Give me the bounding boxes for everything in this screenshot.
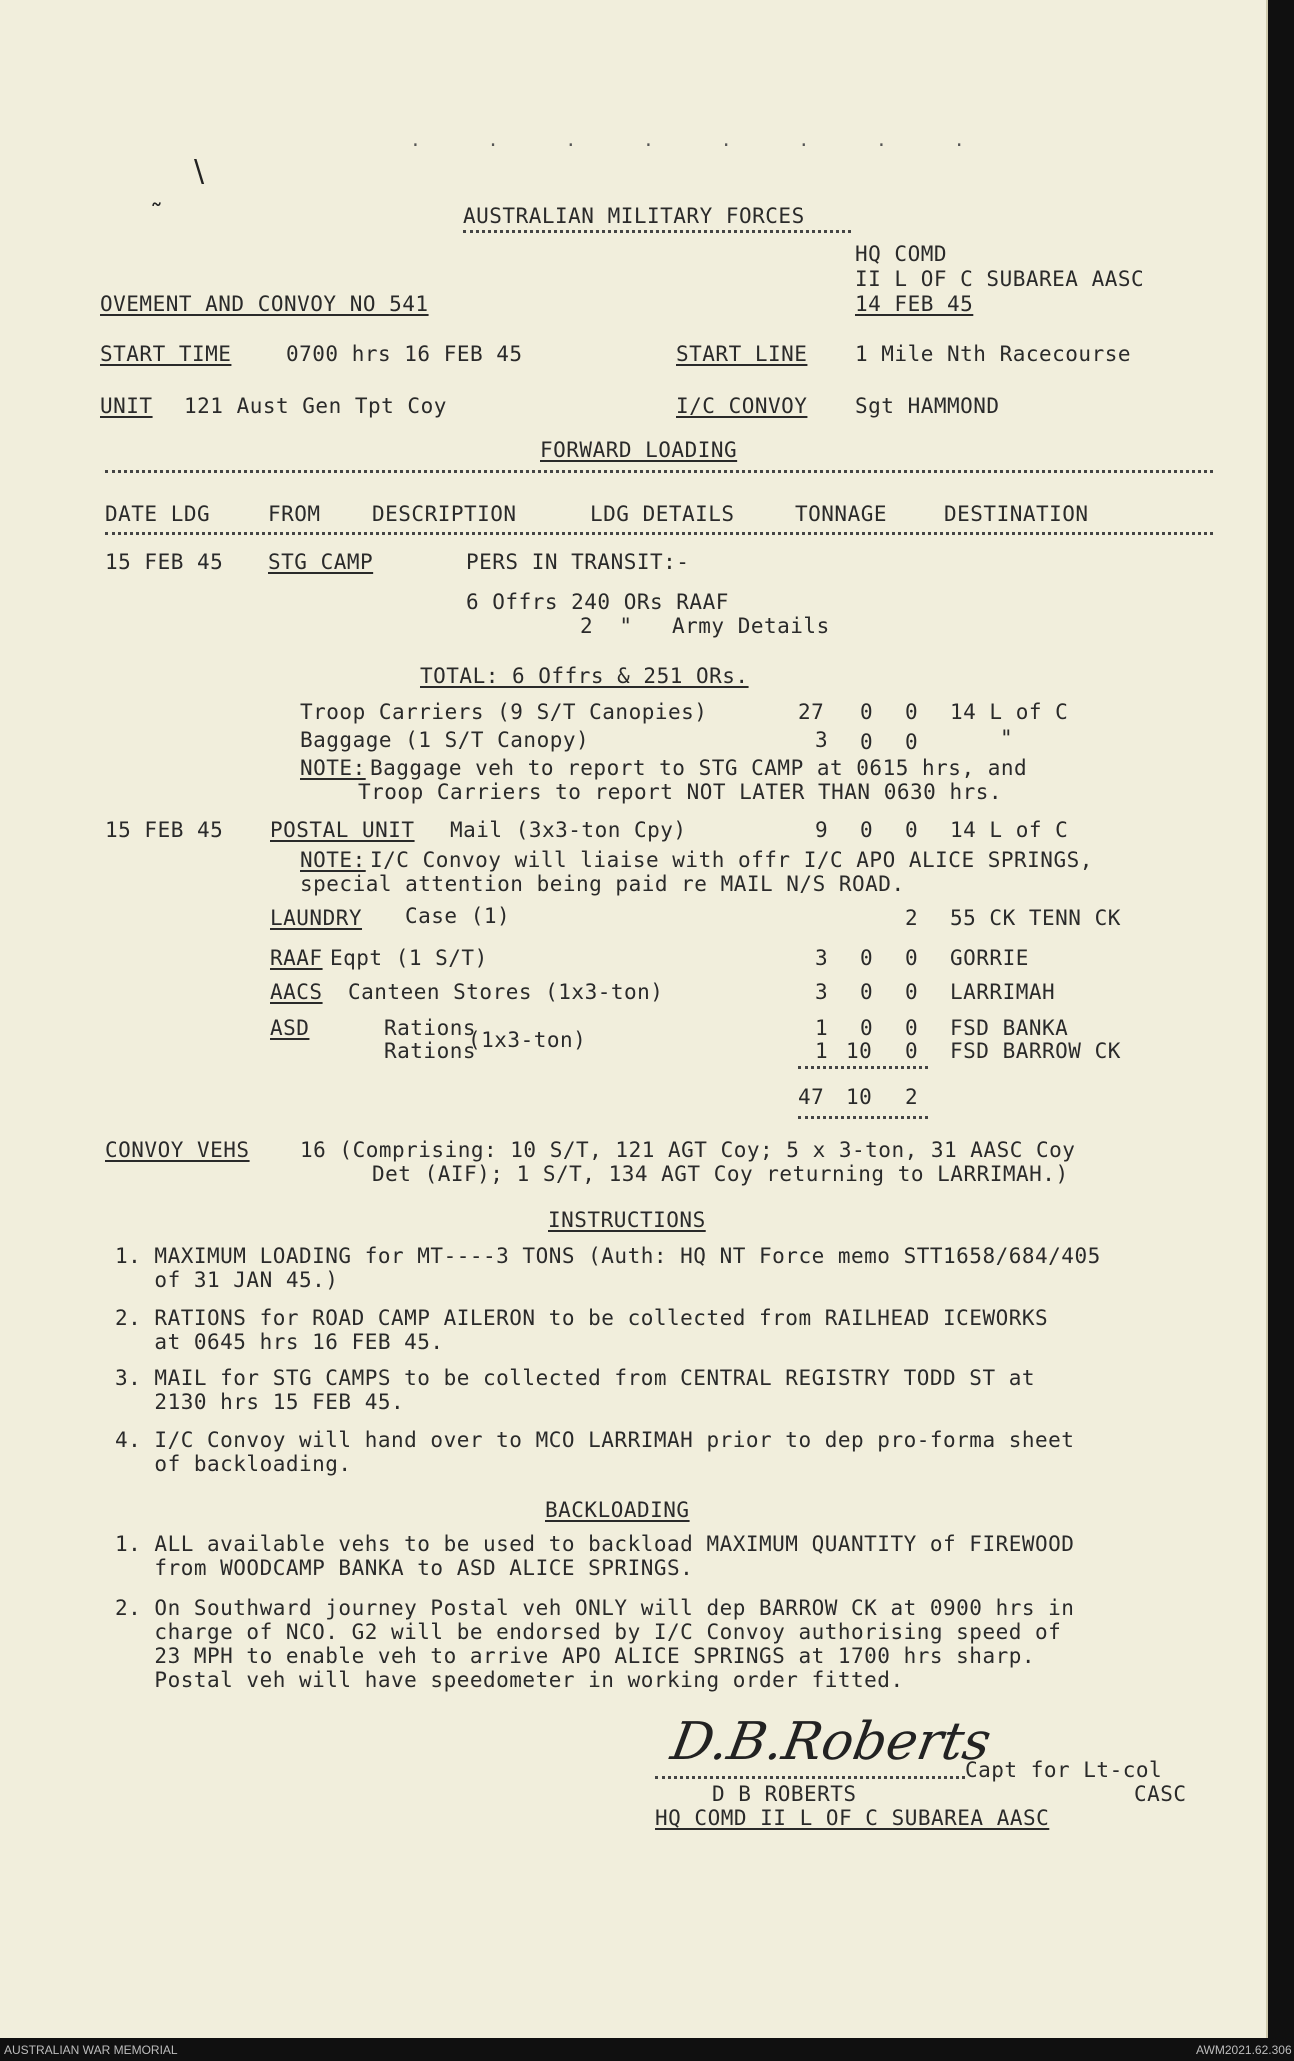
sum-t1: 47 bbox=[798, 1085, 825, 1109]
troop-carriers-desc: Troop Carriers (9 S/T Canopies) bbox=[300, 700, 708, 724]
raaf-t1: 3 bbox=[815, 946, 829, 970]
divider-top bbox=[105, 470, 1213, 473]
baggage-desc: Baggage (1 S/T Canopy) bbox=[300, 728, 590, 752]
section-forward-loading: FORWARD LOADING bbox=[540, 438, 738, 462]
signature-name: D B ROBERTS bbox=[712, 1782, 857, 1806]
signature-casc: CASC bbox=[1134, 1782, 1187, 1806]
asd-from: ASD bbox=[270, 1016, 310, 1040]
baggage-t1: 3 bbox=[815, 728, 829, 752]
title-underline bbox=[463, 230, 851, 233]
raaf-t3: 0 bbox=[905, 946, 919, 970]
aacs-from: AACS bbox=[270, 980, 323, 1004]
asd1-t2: 0 bbox=[860, 1016, 874, 1040]
signature-line bbox=[655, 1776, 965, 1779]
asd2-t2: 10 bbox=[846, 1039, 873, 1063]
col-ldg-details: LDG DETAILS bbox=[590, 502, 735, 526]
footer-right: AWM2021.62.306 bbox=[1196, 2043, 1292, 2057]
footer-left: AUSTRALIAN WAR MEMORIAL bbox=[4, 2043, 178, 2057]
hq-line-2: II L OF C SUBAREA AASC bbox=[855, 267, 1145, 291]
sum-rule-bottom bbox=[798, 1116, 928, 1119]
start-line-label: START LINE bbox=[676, 342, 808, 366]
asd1-dest: FSD BANKA bbox=[950, 1016, 1069, 1040]
note1-line2: Troop Carriers to report NOT LATER THAN 0630 hrs. bbox=[358, 780, 1003, 804]
asd1-t1: 1 bbox=[815, 1016, 829, 1040]
note2-line1: I/C Convoy will liaise with offr I/C APO ALICE SPRINGS, bbox=[370, 848, 1093, 872]
start-time-value: 0700 hrs 16 FEB 45 bbox=[286, 342, 523, 366]
col-description: DESCRIPTION bbox=[372, 502, 517, 526]
backloading-1a: 1. ALL available vehs to be used to backload MAXIMUM QUANTITY of FIREWOOD bbox=[115, 1532, 1075, 1556]
row1-from: STG CAMP bbox=[268, 550, 374, 574]
instruction-4b: of backloading. bbox=[115, 1452, 352, 1476]
baggage-dest: " bbox=[1000, 726, 1014, 750]
instruction-3b: 2130 hrs 15 FEB 45. bbox=[115, 1390, 405, 1414]
row1-line2: 6 Offrs 240 ORs RAAF bbox=[466, 590, 729, 614]
raaf-desc: Eqpt (1 S/T) bbox=[330, 946, 488, 970]
backloading-title: BACKLOADING bbox=[545, 1498, 690, 1522]
doc-date: 14 FEB 45 bbox=[855, 292, 974, 316]
raaf-from: RAAF bbox=[270, 946, 323, 970]
unit-label: UNIT bbox=[100, 394, 153, 418]
laundry-from: LAUNDRY bbox=[270, 906, 363, 930]
note1-label: NOTE: bbox=[300, 756, 366, 780]
asd2-t3: 0 bbox=[905, 1039, 919, 1063]
convoy-value: Sgt HAMMOND bbox=[855, 394, 1000, 418]
baggage-t3: 0 bbox=[905, 730, 919, 754]
note1-line1: Baggage veh to report to STG CAMP at 0615 hrs, and bbox=[370, 756, 1028, 780]
sum-t2: 10 bbox=[846, 1085, 873, 1109]
troop-t3: 0 bbox=[905, 700, 919, 724]
backloading-2d: Postal veh will have speedometer in working order fitted. bbox=[115, 1668, 904, 1692]
troop-t1: 27 bbox=[798, 700, 825, 724]
signature-org: HQ COMD II L OF C SUBAREA AASC bbox=[655, 1806, 1050, 1830]
asd2-dest: FSD BARROW CK bbox=[950, 1039, 1121, 1063]
aacs-t1: 3 bbox=[815, 980, 829, 1004]
divider-header bbox=[105, 532, 1213, 535]
note2-label: NOTE: bbox=[300, 848, 366, 872]
row1-desc: PERS IN TRANSIT:- bbox=[466, 550, 690, 574]
instruction-1b: of 31 JAN 45.) bbox=[115, 1268, 339, 1292]
troop-dest: 14 L of C bbox=[950, 700, 1069, 724]
asd-desc-1: Rations bbox=[384, 1016, 477, 1040]
aacs-dest: LARRIMAH bbox=[950, 980, 1056, 1004]
sum-t3: 2 bbox=[905, 1085, 919, 1109]
row1-date: 15 FEB 45 bbox=[105, 550, 224, 574]
col-destination: DESTINATION bbox=[944, 502, 1089, 526]
instruction-4a: 4. I/C Convoy will hand over to MCO LARRIMAH prior to dep pro-forma sheet bbox=[115, 1428, 1075, 1452]
aacs-desc: Canteen Stores (1x3-ton) bbox=[348, 980, 664, 1004]
convoy-label: I/C CONVOY bbox=[676, 394, 808, 418]
backloading-2b: charge of NCO. G2 will be endorsed by I/C Convoy authorising speed of bbox=[115, 1620, 1062, 1644]
backloading-2a: 2. On Southward journey Postal veh ONLY will dep BARROW CK at 0900 hrs in bbox=[115, 1596, 1075, 1620]
movement-number: OVEMENT AND CONVOY NO 541 bbox=[100, 292, 429, 316]
stray-dots: . . . . . . . . bbox=[410, 130, 993, 151]
handwritten-signature: D.B.Roberts bbox=[666, 1712, 996, 1772]
raaf-dest: GORRIE bbox=[950, 946, 1029, 970]
col-date: DATE LDG bbox=[105, 502, 211, 526]
asd-desc-2: Rations bbox=[384, 1039, 477, 1063]
row2-t1: 9 bbox=[815, 818, 829, 842]
aacs-t2: 0 bbox=[860, 980, 874, 1004]
convoy-vehs-label: CONVOY VEHS bbox=[105, 1138, 250, 1162]
backloading-2c: 23 MPH to enable veh to arrive APO ALICE SPRINGS at 1700 hrs sharp. bbox=[115, 1644, 1036, 1668]
raaf-t2: 0 bbox=[860, 946, 874, 970]
convoy-vehs-line1: 16 (Comprising: 10 S/T, 121 AGT Coy; 5 x 3-ton, 31 AASC Coy bbox=[300, 1138, 1076, 1162]
laundry-t3: 2 bbox=[905, 906, 919, 930]
baggage-t2: 0 bbox=[860, 730, 874, 754]
margin-tick: \ bbox=[194, 154, 205, 189]
doc-title: AUSTRALIAN MILITARY FORCES bbox=[463, 204, 805, 228]
pers-total: TOTAL: 6 Offrs & 251 ORs. bbox=[420, 664, 749, 688]
col-tonnage: TONNAGE bbox=[795, 502, 888, 526]
row2-date: 15 FEB 45 bbox=[105, 818, 224, 842]
note2-line2: special attention being paid re MAIL N/S ROAD. bbox=[300, 872, 905, 896]
row2-t3: 0 bbox=[905, 818, 919, 842]
instruction-2a: 2. RATIONS for ROAD CAMP AILERON to be collected from RAILHEAD ICEWORKS bbox=[115, 1306, 1049, 1330]
row2-dest: 14 L of C bbox=[950, 818, 1069, 842]
instruction-2b: at 0645 hrs 16 FEB 45. bbox=[115, 1330, 444, 1354]
row2-desc: Mail (3x3-ton Cpy) bbox=[450, 818, 687, 842]
unit-value: 121 Aust Gen Tpt Coy bbox=[184, 394, 447, 418]
convoy-vehs-line2: Det (AIF); 1 S/T, 134 AGT Coy returning to LARRIMAH.) bbox=[372, 1162, 1069, 1186]
signature-capt: Capt for Lt-col bbox=[965, 1758, 1163, 1782]
instruction-3a: 3. MAIL for STG CAMPS to be collected from CENTRAL REGISTRY TODD ST at bbox=[115, 1366, 1036, 1390]
hq-line-1: HQ COMD bbox=[855, 242, 948, 266]
col-from: FROM bbox=[268, 502, 321, 526]
asd-bracket: (1x3-ton) bbox=[468, 1028, 587, 1052]
start-line-value: 1 Mile Nth Racecourse bbox=[855, 342, 1132, 366]
row1-line3: 2 " Army Details bbox=[580, 614, 830, 638]
sum-rule-top bbox=[798, 1066, 928, 1069]
troop-t2: 0 bbox=[860, 700, 874, 724]
aacs-t3: 0 bbox=[905, 980, 919, 1004]
instructions-title: INSTRUCTIONS bbox=[548, 1208, 706, 1232]
row2-t2: 0 bbox=[860, 818, 874, 842]
margin-mark: ˷ bbox=[150, 178, 163, 208]
start-time-label: START TIME bbox=[100, 342, 232, 366]
laundry-desc: Case (1) bbox=[405, 904, 511, 928]
backloading-1b: from WOODCAMP BANKA to ASD ALICE SPRINGS. bbox=[115, 1556, 694, 1580]
asd1-t3: 0 bbox=[905, 1016, 919, 1040]
laundry-dest: 55 CK TENN CK bbox=[950, 906, 1121, 930]
asd2-t1: 1 bbox=[815, 1039, 829, 1063]
row2-from: POSTAL UNIT bbox=[270, 818, 415, 842]
instruction-1a: 1. MAXIMUM LOADING for MT----3 TONS (Auth: HQ NT Force memo STT1658/684/405 bbox=[115, 1244, 1101, 1268]
